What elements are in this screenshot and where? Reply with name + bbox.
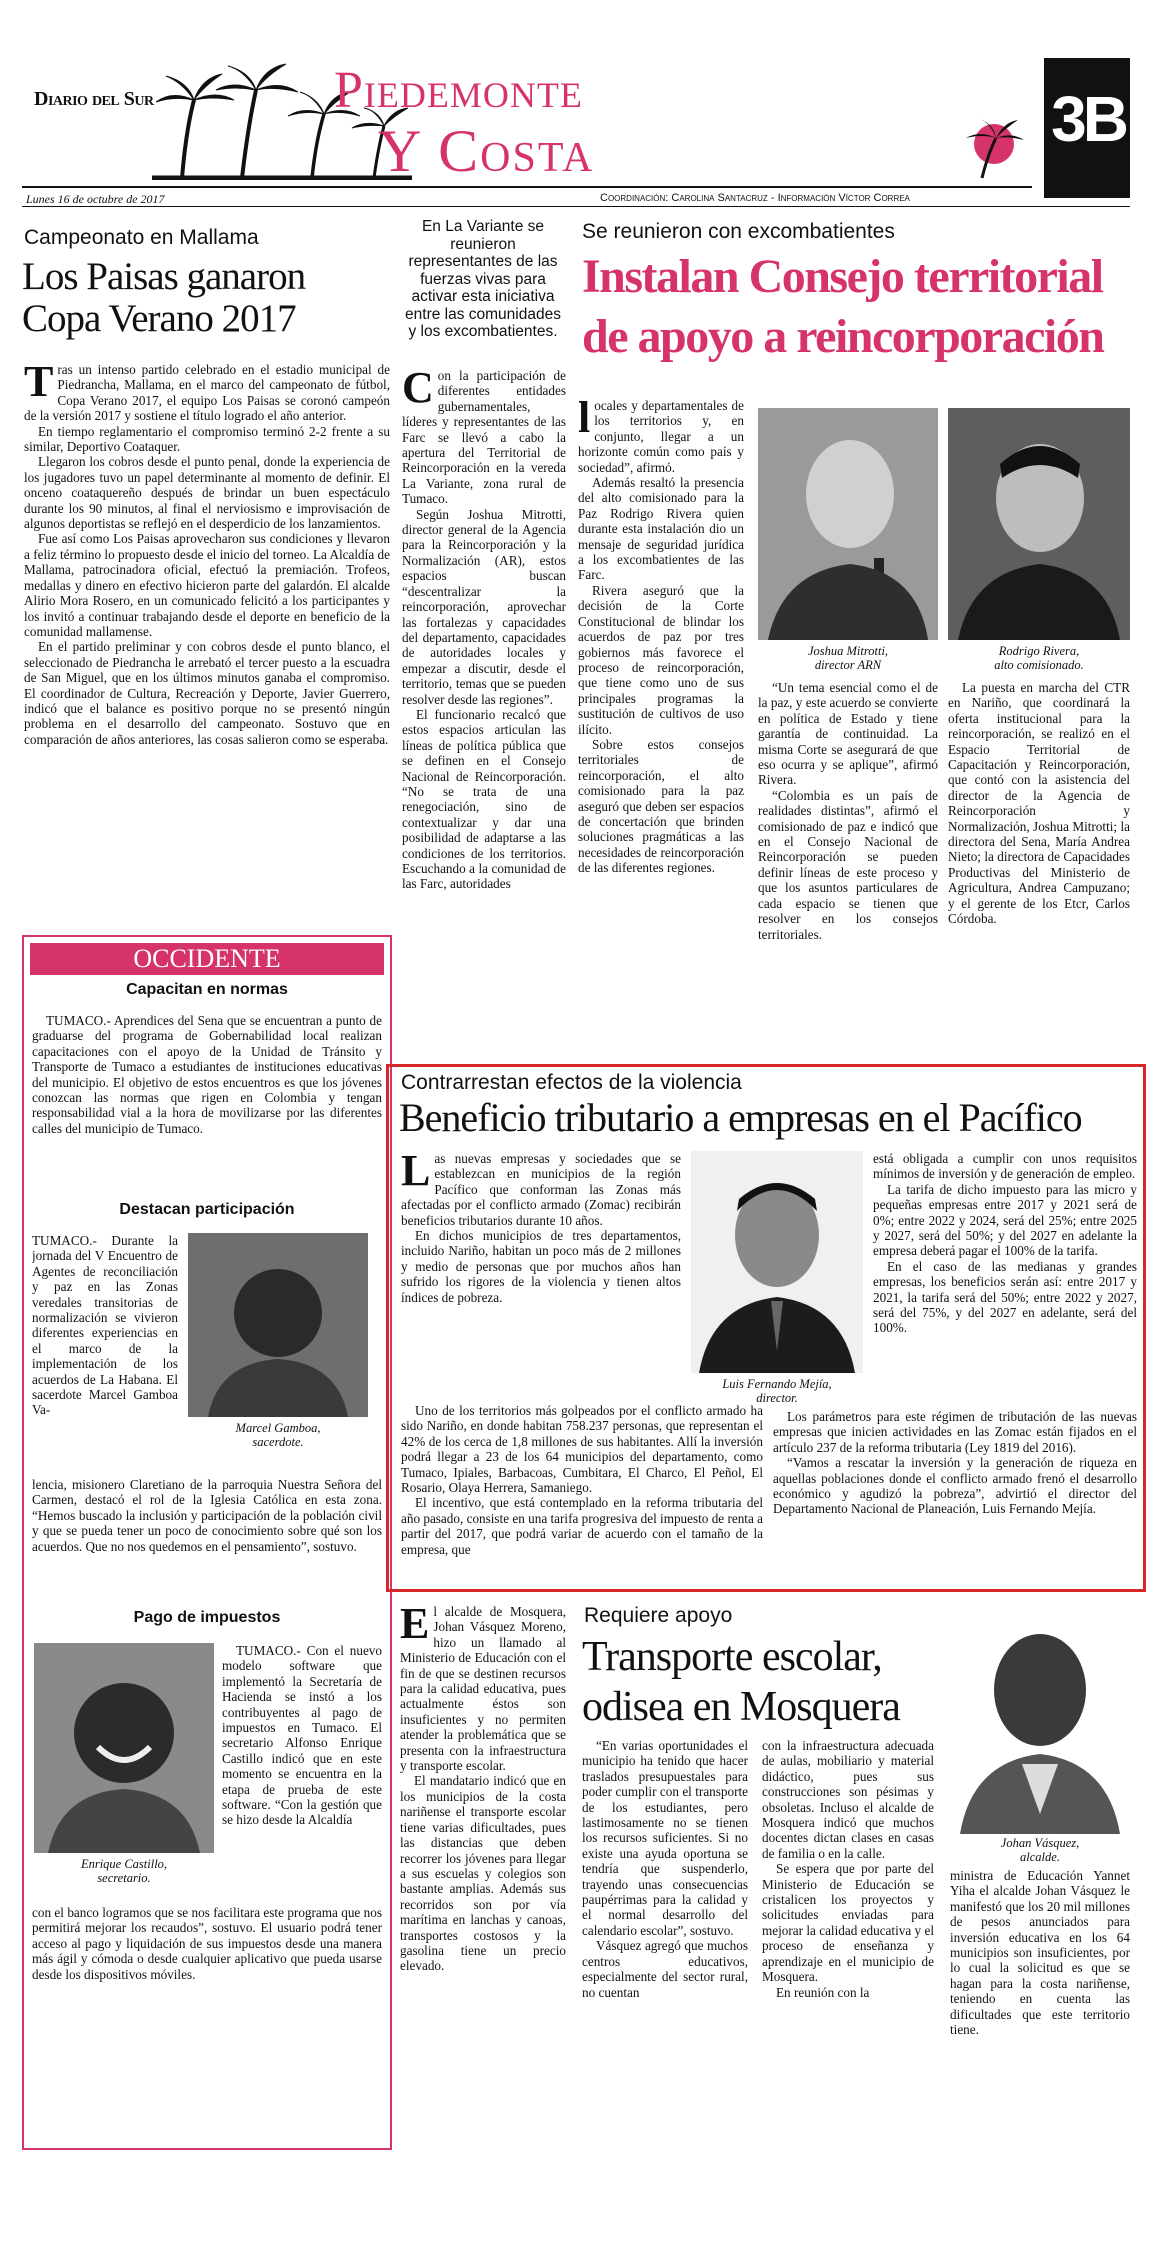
transporte-col2: [582, 1738, 748, 2144]
consejo-paragraph: “Un tema esencial como el de la paz, y este acuerdo se convierte en política de Estado y tiene garantía de continuidad. La misma Corte se asegurará de que eso ocurra y se aplique”, afirmó Rivera.: [758, 680, 938, 788]
brief-text-pago-full: con el banco logramos que se nos facilitara este programa que nos permitirá mejorar los recaudos”, sostuvo. El usuario podrá tener acceso al pago y liquidación de sus impuestos desde una manera más ágil y cómoda o desde cualquier aplicativo que pueda usarse desde los dispositivos móviles.: [32, 1905, 382, 1982]
brief-title-pago: Pago de impuestos: [133, 1609, 281, 1626]
caption-role: secretario.: [97, 1871, 151, 1885]
caption-enrique-castillo: [34, 1857, 214, 1885]
mallama-paragraph: En el partido preliminar y con cobros desde el punto blanco, el seleccionado de Piedrancha le arrebató el tercer puesto a la escuadra de San Miguel, que en los últimos minutos ganaba el compromiso. El coordinador de Cultura, Recreación y Deporte, Javier Guerrero, indicó que el balance es positivo porque no se presentó ningún problema en el desarrollo del campeonato. Sostuvo que en comparación de años anteriores, las cosas salieron como se esperaba.: [24, 639, 390, 747]
transporte-col3: [762, 1738, 934, 2144]
consejo-paragraph: Según Joshua Mitrotti, director general de la Agencia para la Reincorporación y la Normalización (AR), estos espacios buscan “descentralizar la reincorporación, aprovechar las fortalezas y capacidades del departamento, capacidades de autoridades locales y empezar a discutir, desde el territorio, temas que se pueden resolver desde las regiones”.: [402, 506, 566, 707]
paper-name: Diario del Sur: [34, 88, 154, 110]
drop-cap: l: [578, 398, 591, 442]
beneficio-box: [386, 1064, 1146, 1592]
beneficio-headline: Beneficio tributario a empresas en el Pacífico: [399, 1095, 1082, 1140]
consejo-col1: [402, 368, 566, 1054]
transporte-paragraph: El alcalde de Mosquera, Johan Vásquez Moreno, hizo un llamado al Ministerio de Educación con el fin de que se destinen recursos para la calidad educativa, pues actualmente éstos son insuficientes y no permiten atender la problemática que se presenta con la infraestructura y transporte escolar.: [400, 1604, 566, 1774]
caption-role: alcalde.: [1020, 1850, 1060, 1864]
transporte-col1: [400, 1604, 566, 2144]
consejo-col3: [758, 680, 938, 1054]
mallama-paragraph: Llegaron los cobros desde el punto penal, donde la experiencia de los jugadores tuvo un papel determinante al momento de definir. El onceno coataquereño después de brindar un buen espectáculo durante los 90 minutos, al final el nerviosismo e improvisación de algunos deportistas se reflejó en el desperdicio de los lanzamientos.: [24, 454, 390, 532]
drop-cap: T: [24, 362, 54, 406]
consejo-paragraph: Rivera aseguró que la decisión de la Corte Constitucional de blindar los acuerdos de paz por tres gobiernos más favorece el proceso de reincorporación, que tiene como uno de sus principales programas la sustitución de cultivos de uso ilícito.: [578, 582, 744, 737]
mallama-paragraph: Fue así como Los Paisas aprovecharon sus condiciones y llevaron a feliz término lo propuesto desde el inicio del torneo. La Alcaldía de Mallama, patrocinadora oficial, efectuó la premiación. Trofeos, medallas y dinero en efectivo hicieron parte del galardón. El alcalde Alirio Mora Rosero, en un comunicado felicitó a los participantes y los invitó a continuar trabajando desde el deporte en beneficio de la comunidad mallamense.: [24, 531, 390, 639]
beneficio-paragraph: En dichos municipios de tres departamentos, incluido Nariño, habitan un poco más de 2 millones y medio de personas que por muchos años han sufrido los rigores de la violencia y tienen altos índices de pobreza.: [401, 1228, 681, 1305]
consejo-headline-line1: Instalan Consejo territorial: [582, 250, 1103, 303]
consejo-paragraph: “Colombia es un país de realidades distintas”, afirmó el comisionado de paz e indicó que en el Consejo Nacional de Reincorporación se pueden definir líneas de este proceso y que los asuntos particulares de cada espacio se tienen que resolver en los consejos territoriales.: [758, 787, 938, 942]
caption-name: Luis Fernando Mejía,: [722, 1377, 832, 1391]
masthead-rule: [22, 186, 1032, 188]
transporte-paragraph: ministra de Educación Yannet Yiha el alcalde Johan Vásquez le manifestó que los 20 mil millones de pesos anunciados para inversión educativa en los 64 municipios son insuficientes, por lo cual la solicitud es que se hagan para la costa nariñense, teniendo en cuenta las dificultades que este territorio tiene.: [950, 1868, 1130, 2038]
beneficio-paragraph: En el caso de las medianas y grandes empresas, los beneficios serán así: entre 2017 y 2021, la tarifa será del 50%; entre 2022 y 2027, será del 75%, y del 2027 en adelante, será del 100%.: [873, 1258, 1137, 1336]
caption-rodrigo-rivera: [948, 644, 1130, 672]
transporte-paragraph: En reunión con la: [776, 1984, 870, 2000]
caption-role: alto comisionado.: [994, 658, 1084, 672]
transporte-paragraph: con la infraestructura adecuada de aulas, mobiliario y material didáctico, pues sus construcciones son pésimas y obsoletas. Incluso el alcalde de Mosquera indicó que muchos docentes dictan clases en casas de familia o en la calle.: [762, 1738, 934, 1861]
section-title-1: Piedemonte: [334, 62, 583, 119]
caption-johan-vasquez: [950, 1836, 1130, 1864]
beneficio-paragraph: “Vamos a rescatar la inversión y la generación de riqueza en aquellas poblaciones donde el conflicto armado frenó el desarrollo económico y agudizó la pobreza”, advirtió el director del Departamento Nacional de Planeación, Luis Fernando Mejía.: [773, 1455, 1137, 1517]
transporte-paragraph: El mandatario indicó que en los municipios de la costa nariñense el transporte escolar tiene varias dificultades, pues las distancias que deben recorrer los jóvenes para llegar a sus escuelas y colegios son bastante amplias. Además sus recorridos son por vía marítima en lanchas y canoas, transportes costosos y la gasolina tiene un precio elevado.: [400, 1773, 566, 1974]
transporte-paragraph: “En varias oportunidades el municipio ha tenido que hacer traslados presupuestales para poder cumplir con el transporte de los estudiantes, pero lastimosamente no se tienen los recursos suficientes. Si no existe una ayuda oportuna se tendría que suspenderlo, trayendo unas consecuencias paupérrimas para la calidad y el normal desarrollo del calendario escolar”, sostuvo.: [582, 1738, 748, 1938]
beneficio-col1-top: [401, 1151, 681, 1399]
masthead-bottom-rule: [22, 206, 1130, 207]
transporte-paragraph: Vásquez agregó que muchos centros educativos, especialmente del sector rural, no cuentan: [582, 1938, 748, 2000]
occidente-banner: OCCIDENTE: [30, 943, 384, 975]
beneficio-paragraph: Uno de los territorios más golpeados por el conflicto armado ha sido Nariño, en donde habitan 758.237 personas, que representan el 42% de los cerca de 1,8 millones de sus habitantes. Allí la inversión podrá llegar a 23 de los 64 municipios del departamento, como Tumaco, Ipiales, Barbacoas, Cumbitara, El Charco, El Peñol, El Rosario, Olaya Herrera, Samaniego.: [401, 1403, 763, 1496]
caption-name: Johan Vásquez,: [1000, 1836, 1080, 1850]
mallama-paragraph: Tras un intenso partido celebrado en el estadio municipal de Piedrancha, Mallama, en el marco del campeonato de fútbol, Copa Verano 2017, el equipo Los Paisas se coronó campeón de la versión 2017 y sostiene el título logrado el año anterior.: [24, 362, 390, 424]
consejo-col2: [578, 398, 744, 1054]
brief-text-capacitan: TUMACO.- Aprendices del Sena que se encuentran a punto de graduarse del programa de Gobernabilidad local realizan capacitaciones con el apoyo de la Unidad de Tránsito y Transporte de Tumaco a estudiantes de instituciones educativas del municipio. El objetivo de estos encuentros es que los jóvenes conozcan las normas que rigen en Colombia y tengan responsabilidad vial a la hora de movilizarse por las diferentes calles del municipio de Tumaco.: [32, 1013, 382, 1136]
coordination-credit: Coordinación: Carolina Santacruz - Información Víctor Correa: [600, 192, 910, 204]
photo-enrique-castillo: [34, 1643, 214, 1853]
caption-name: Enrique Castillo,: [80, 1857, 168, 1871]
caption-name: Rodrigo Rivera,: [998, 644, 1080, 658]
section-title-2: Y Costa: [378, 118, 595, 184]
consejo-paragraph: Además resaltó la presencia del alto comisionado para la Paz Rodrigo Rivera quien durante esta instalación dio un mensaje de seguridad jurídica a los excombatientes de las Farc.: [578, 475, 744, 583]
caption-luis-fernando-mejia: [691, 1377, 863, 1405]
beneficio-paragraph: está obligada a cumplir con unos requisitos mínimos de inversión y de generación de empleo.: [873, 1151, 1137, 1182]
photo-rodrigo-rivera: [948, 408, 1130, 640]
beneficio-col2-full: [773, 1409, 1137, 1587]
consejo-paragraph: La puesta en marcha del CTR en Nariño, que coordinará la oferta institucional para la reincorporación, se realizó en el Espacio Territorial de Capacitación y Reincorporación, que contó con la asistencia del director de la Agencia de Reincorporación y Normalización, Joshua Mitrotti; la directora del Sena, María Andrea Nieto; la directora de Capacidades Productivas del Ministerio de Agricultura, Andrea Campuzano; y el gerente de los Etcr, Carlos Córdoba.: [948, 680, 1130, 927]
page-number-box: [1044, 58, 1130, 198]
photo-joshua-mitrotti: [758, 408, 938, 640]
drop-cap: E: [400, 1604, 430, 1648]
brief-text-destacan-full: lencia, misionero Claretiano de la parroquia Nuestra Señora del Carmen, destacó el rol de la Iglesia Católica en esta zona. “Hemos buscado la inclusión y participación de la población civil y que se pueda tener un poco de conocimiento sobre qué son los acuerdos. Que no nos quedemos en el pensamiento”, sostuvo.: [32, 1477, 382, 1554]
beneficio-paragraph: Los parámetros para este régimen de tributación de las nuevas empresas que inicien actividades en las Zomac están fijados en el artículo 237 de la reforma tributaria (Ley 1819 del 2016).: [773, 1409, 1137, 1455]
mallama-kicker: Campeonato en Mallama: [24, 226, 259, 249]
beneficio-kicker: Contrarrestan efectos de la violencia: [401, 1071, 742, 1094]
mallama-paragraph: En tiempo reglamentario el compromiso terminó 2-2 frente a su similar, Deportivo Coataquer.: [24, 423, 390, 455]
caption-name: Joshua Mitrotti,: [807, 644, 889, 658]
beneficio-paragraph: Las nuevas empresas y sociedades que se establezcan en municipios de la región Pacífico que conforman las Zonas más afectadas por el conflicto armado (Zomac) recibirán beneficios tributarios durante 10 años.: [401, 1151, 681, 1228]
consejo-headline-line2: de apoyo a reincorporación: [582, 310, 1104, 363]
consejo-paragraph: El funcionario recalcó que estos espacios articulan las líneas de política pública que se definen en el Consejo Nacional de Reincorporación. “No se trata de una renegociación, sino de contextualizar y dar una posibilidad de adaptarse a las condiciones de los territorios. Escuchando a la comunidad de las Farc, autoridades: [402, 706, 566, 892]
consejo-col4: [948, 680, 1130, 1054]
transporte-kicker: Requiere apoyo: [584, 1604, 733, 1627]
caption-role: director.: [756, 1391, 798, 1405]
brief-text-destacan-wrap: TUMACO.- Durante la jornada del V Encuentro de Agentes de reconciliación y paz en las Zonas veredales transitorias de normalización se vivieron diferentes experiencias en el marco de la implementación de los acuerdos de La Habana. El sacerdote Marcel Gamboa Va-: [32, 1233, 178, 1418]
brief-title-capacitan: Capacitan en normas: [126, 981, 288, 998]
beneficio-col1-full: [401, 1403, 763, 1587]
beneficio-paragraph: El incentivo, que está contemplado en la reforma tributaria del año pasado, consiste en una tarifa progresiva del impuesto de renta a partir del 2017, que podrá variar de acuerdo con el tamaño de la empresa, que: [401, 1495, 763, 1557]
beneficio-paragraph: La tarifa de dicho impuesto para las micro y pequeñas empresas entre 2017 y 2021 será de 0%; entre 2022 y 2024, será del 25%; entre 2025 y 2027, será del 50%; y del 2027 en adelante la empresa deberá pagar el 100% de la tarifa.: [873, 1181, 1137, 1259]
caption-role: director ARN: [814, 658, 882, 672]
transporte-col4: [950, 1868, 1130, 2144]
photo-luis-fernando-mejia: [691, 1151, 863, 1373]
brief-title-destacan: Destacan participación: [119, 1201, 295, 1218]
consejo-kicker: Se reunieron con excombatientes: [582, 220, 895, 243]
masthead: [22, 58, 1130, 198]
mallama-headline: Los Paisas ganaron Copa Verano 2017: [22, 255, 306, 340]
page-number: 3B: [1051, 83, 1125, 155]
photo-marcel-gamboa: [188, 1233, 368, 1417]
transporte-headline-line1: Transporte escolar,: [582, 1634, 882, 1680]
consejo-paragraph: Sobre estos consejos territoriales de reincorporación, el alto comisionado para la paz aseguró que deben ser espacios de concertación que brinden soluciones pragmáticas a las necesidades de reincorporación de las diferentes regiones.: [578, 736, 744, 876]
consejo-paragraph: locales y departamentales de los territorios y, en conjunto, llegar a un horizonte común como país y sociedad”, afirmó.: [578, 398, 744, 475]
occidente-box: [22, 935, 392, 2150]
photo-johan-vasquez: [950, 1604, 1130, 1834]
mallama-body: [24, 362, 390, 922]
caption-role: sacerdote.: [252, 1435, 304, 1449]
beneficio-col2: [873, 1151, 1137, 1405]
brief-text-pago-wrap: TUMACO.- Con el nuevo modelo software que implementó la Secretaría de Hacienda se instó a los contribuyentes al pago de impuestos en Tumaco. El secretario Alfonso Enrique Castillo indicó que en este momento se encuentra en la etapa de prueba de este software. “Con la gestión que se hizo desde la Alcaldía: [222, 1643, 382, 1828]
issue-date: Lunes 16 de octubre de 2017: [26, 192, 165, 206]
transporte-headline-line2: odisea en Mosquera: [582, 1684, 900, 1730]
consejo-paragraph: Con la participación de diferentes entidades gubernamentales, líderes y representantes de las Farc se llevó a cabo la apertura del Territorial de Reincorporación en la vereda La Variante, zona rural de Tumaco.: [402, 368, 566, 507]
drop-cap: C: [402, 368, 434, 412]
caption-joshua-mitrotti: [758, 644, 938, 672]
consejo-intro-block: En La Variante se reunieron representantes de las fuerzas vivas para activar esta iniciativa entre las comunidades y los excombatientes.: [405, 218, 561, 340]
drop-cap: L: [401, 1151, 431, 1195]
sun-icon: [952, 98, 1036, 182]
transporte-paragraph: Se espera que por parte del Ministerio de Educación se cristalicen los proyectos y solicitudes enviadas para mejorar la calidad educativa y el proceso de enseñanza y aprendizaje en el municipio de Mosquera.: [762, 1861, 934, 1985]
caption-name: Marcel Gamboa,: [235, 1421, 321, 1435]
caption-marcel-gamboa: [188, 1421, 368, 1449]
